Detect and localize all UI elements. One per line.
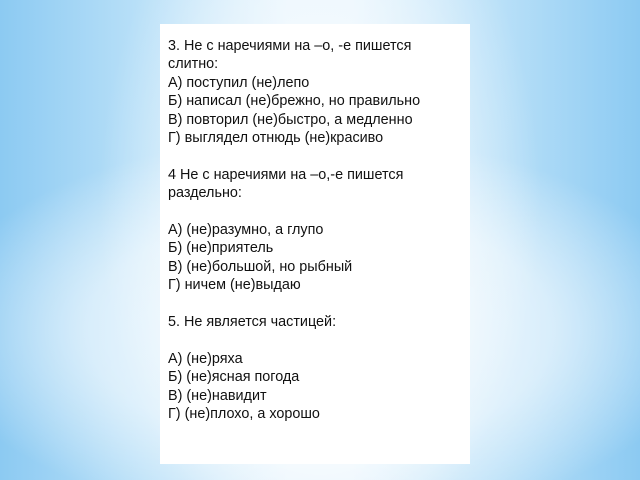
answer-option-b: Б) написал (не)брежно, но правильно bbox=[168, 93, 421, 110]
blank-line bbox=[168, 203, 468, 221]
answer-option-g: Г) (не)плохо, а хорошо bbox=[168, 406, 320, 423]
answer-option-b: Б) (не)ясная погода bbox=[168, 369, 300, 386]
question-title-line: слитно: bbox=[168, 56, 219, 73]
question-3 bbox=[168, 37, 468, 147]
question-title-line: раздельно: bbox=[168, 185, 242, 202]
question-title-line: 5. Не является частицей: bbox=[168, 314, 337, 331]
answer-option-b: Б) (не)приятель bbox=[168, 240, 274, 257]
quiz-text bbox=[168, 37, 468, 423]
blank-line bbox=[168, 295, 468, 313]
question-title-line: 4 Не с наречиями на –о,-е пишется bbox=[168, 166, 404, 183]
blank-line bbox=[168, 147, 468, 165]
answer-option-v: В) повторил (не)быстро, а медленно bbox=[168, 111, 413, 128]
question-title-line: 3. Не с наречиями на –о, -е пишется bbox=[168, 38, 412, 54]
question-5 bbox=[168, 313, 468, 423]
answer-option-v: В) (не)большой, но рыбный bbox=[168, 258, 353, 275]
answer-option-g: Г) выглядел отнюдь (не)красиво bbox=[168, 130, 384, 147]
answer-option-g: Г) ничем (не)выдаю bbox=[168, 277, 301, 294]
question-4 bbox=[168, 166, 468, 295]
blank-line bbox=[168, 331, 468, 349]
answer-option-a: А) (не)разумно, а глупо bbox=[168, 222, 324, 239]
answer-option-a: А) поступил (не)лепо bbox=[168, 74, 310, 91]
answer-option-v: В) (не)навидит bbox=[168, 387, 267, 404]
answer-option-a: А) (не)ряха bbox=[168, 350, 243, 367]
